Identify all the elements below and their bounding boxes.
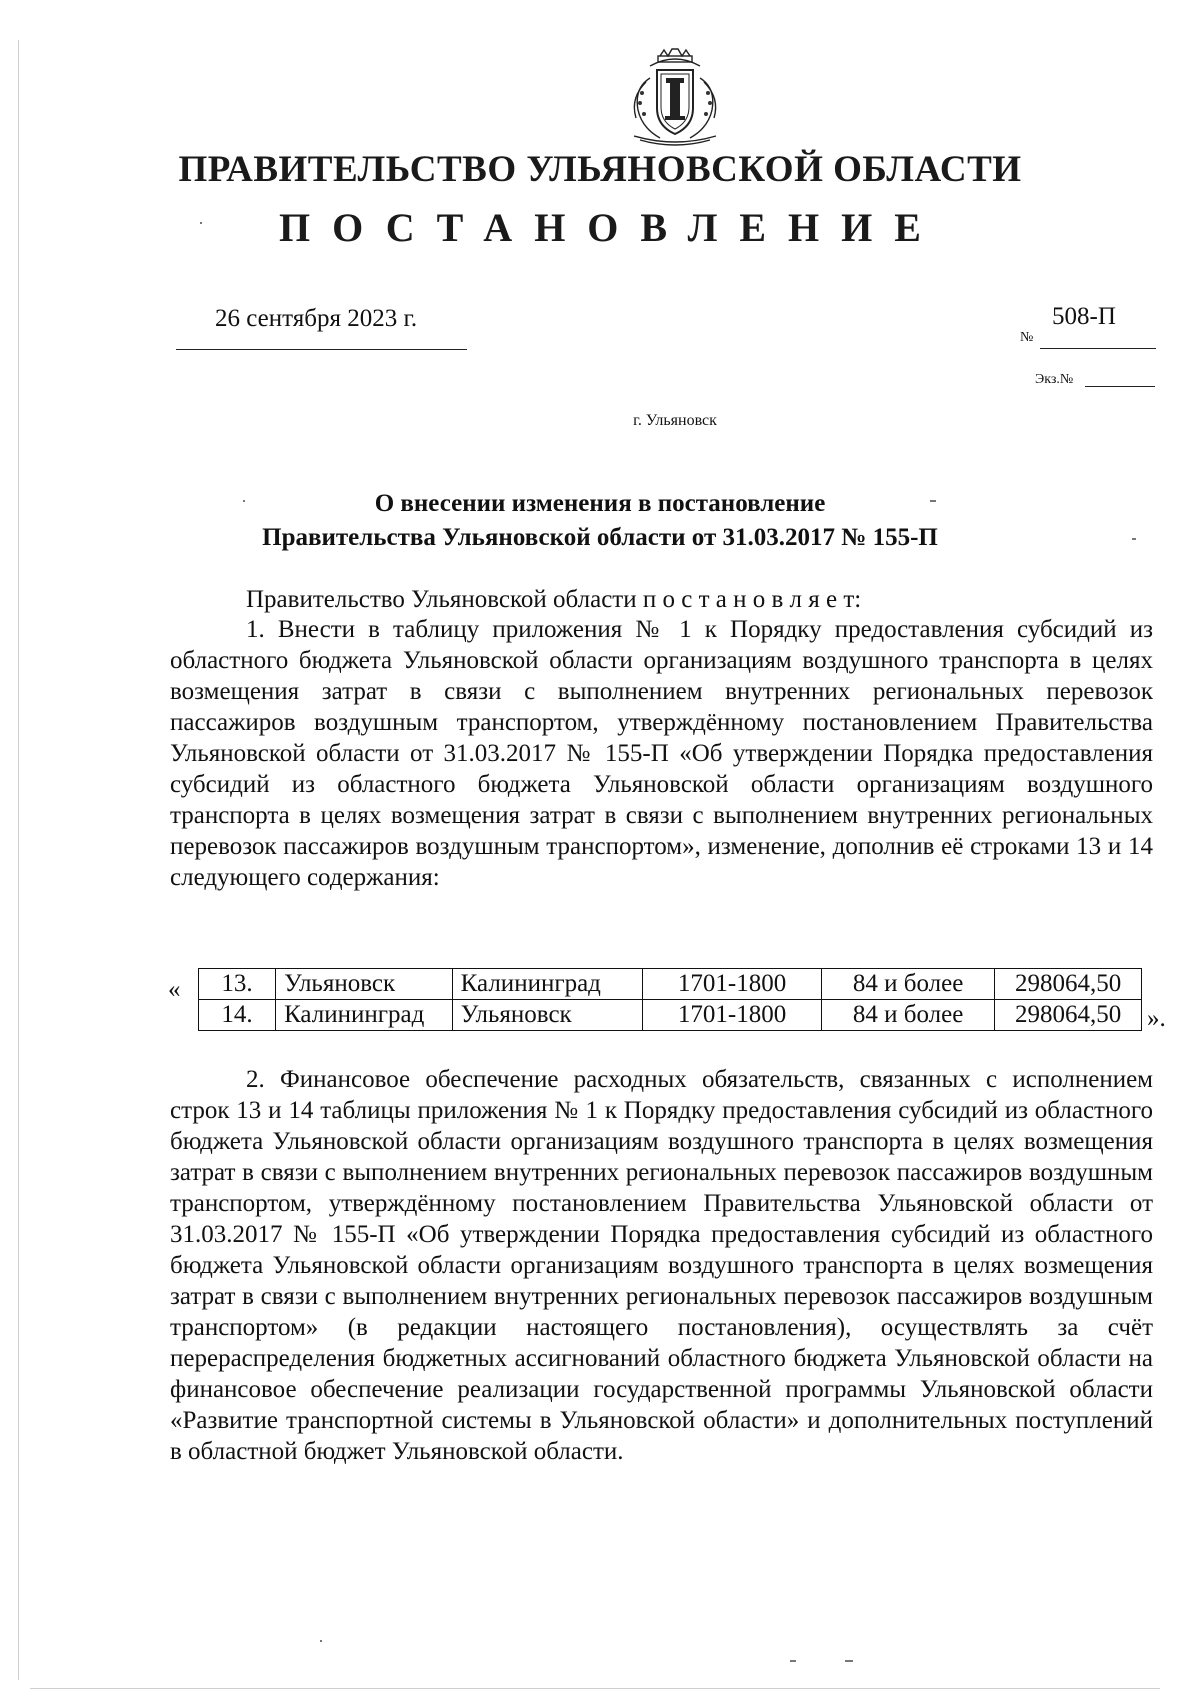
subsidy-amount: 298064,50 — [995, 969, 1142, 1000]
scan-bottom-line — [30, 1688, 1160, 1689]
government-name: ПРАВИТЕЛЬСТВО УЛЬЯНОВСКОЙ ОБЛАСТИ — [178, 149, 1022, 190]
table-close-quote: ». — [1147, 1005, 1166, 1032]
scan-speck — [1132, 538, 1136, 540]
arrival-city: Калининград — [452, 969, 643, 1000]
document-date: 26 сентября 2023 г. — [215, 305, 418, 332]
paragraph-2 — [170, 1064, 1153, 1467]
city-name: г. Ульяновск — [633, 412, 717, 429]
table-open-quote: « — [168, 976, 181, 1003]
paragraph-1 — [170, 614, 1153, 893]
scan-speck — [320, 1640, 322, 1642]
scan-speck — [243, 500, 245, 502]
number-underline — [1040, 348, 1156, 349]
document-number: 508-П — [1052, 303, 1116, 330]
number-sign: № — [1020, 330, 1034, 345]
distance-range: 1701-1800 — [643, 1000, 822, 1031]
distance-range: 1701-1800 — [643, 969, 822, 1000]
table-row — [199, 969, 1142, 1000]
departure-city: Калининград — [276, 1000, 453, 1031]
paragraph-1-text: 1. Внести в таблицу приложения № 1 к Порядку предоставления субсидий из областного бюджета Ульяновской области организациям воздушного транспорта в целях возмещения затрат в связи с выполнением внутренних региональных перевозок пассажиров воздушным транспортом, утверждённому постановлением Правительства Ульяновской области от 31.03.2017 № 155-П «Об утверждении Порядка предоставления субсидий из областного бюджета Ульяновской области организациям воздушного транспорта в целях возмещения затрат в связи с выполнением внутренних региональных перевозок пассажиров воздушным транспортом», изменение, дополнив её строками 13 и 14 следующего содержания: — [170, 616, 1153, 891]
seat-capacity: 84 и более — [821, 1000, 994, 1031]
paragraph-2-text: 2. Финансовое обеспечение расходных обязательств, связанных с исполнением строк 13 и 14 таблицы приложения № 1 к Порядку предоставления субсидий из областного бюджета Ульяновской области организациям воздушного транспорта в целях возмещения затрат в связи с выполнением внутренних региональных перевозок пассажиров воздушным транспортом, утверждённому постановлением Правительства Ульяновской области от 31.03.2017 № 155-П «Об утверждении Порядка предоставления субсидий из областного бюджета Ульяновской области организациям воздушного транспорта в целях возмещения затрат в связи с выполнением внутренних региональных перевозок пассажиров воздушным транспортом» (в редакции настоящего постановления), осуществлять за счёт перераспределения бюджетных ассигнований областного бюджета Ульяновской области на финансовое обеспечение реализации государственной программы Ульяновской области «Развитие транспортной системы в Ульяновской области» и дополнительных поступлений в областной бюджет Ульяновской области. — [170, 1066, 1153, 1465]
date-underline — [176, 349, 467, 350]
row-number: 13. — [199, 969, 276, 1000]
document-type: ПОСТАНОВЛЕНИЕ — [279, 205, 943, 250]
resolution-intro: Правительство Ульяновской области п о с т а н о в л я е т: — [246, 586, 862, 613]
table-row — [199, 1000, 1142, 1031]
copy-number-label: Экз.№ — [1035, 372, 1074, 387]
copy-number-underline — [1085, 386, 1155, 387]
coat-of-arms-emblem — [620, 48, 730, 148]
subsidy-amount: 298064,50 — [995, 1000, 1142, 1031]
scan-speck — [790, 1660, 796, 1662]
subject-line-1: О внесении изменения в постановление — [374, 490, 826, 517]
subsidy-table — [198, 968, 1142, 1031]
arrival-city: Ульяновск — [452, 1000, 643, 1031]
scan-speck — [200, 222, 202, 224]
departure-city: Ульяновск — [276, 969, 453, 1000]
scan-speck — [845, 1660, 853, 1662]
seat-capacity: 84 и более — [821, 969, 994, 1000]
scan-speck — [930, 500, 936, 502]
document-subject — [0, 487, 1200, 555]
row-number: 14. — [199, 1000, 276, 1031]
scan-edge-line — [18, 40, 19, 1680]
subject-line-2: Правительства Ульяновской области от 31.03.2017 № 155-П — [262, 524, 938, 551]
